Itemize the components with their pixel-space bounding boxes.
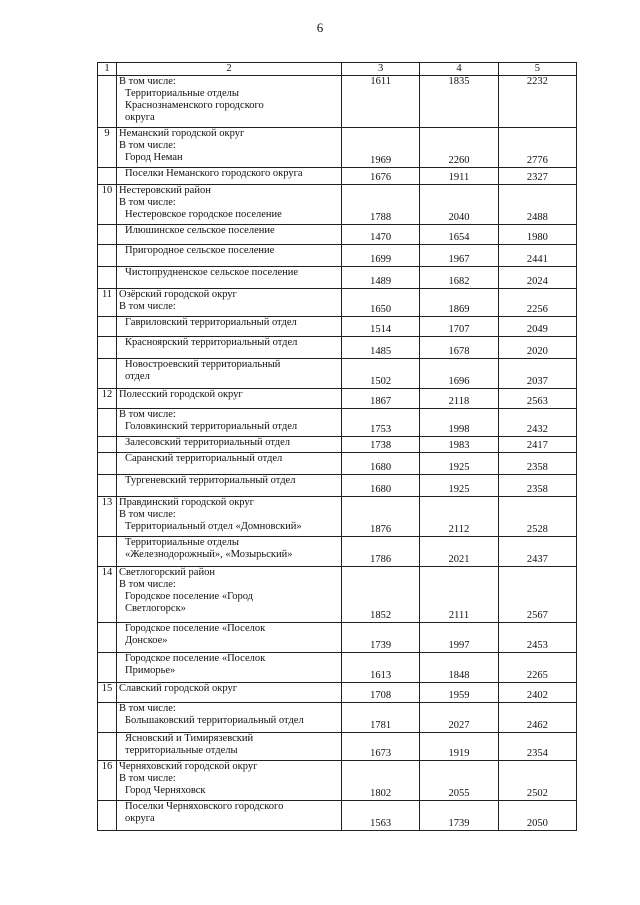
value-cell-v3: 1852 (342, 567, 420, 623)
value-cell-v3: 1739 (342, 623, 420, 653)
value-cell-v3: 1485 (342, 337, 420, 359)
territory-name-line: Головкинский территориальный отдел (125, 421, 298, 432)
value-cell-v5: 2417 (498, 437, 576, 453)
territory-name-line: Озёрский городской округ (119, 289, 237, 300)
value-cell-v3: 1676 (342, 168, 420, 185)
value-cell-v3: 1699 (342, 245, 420, 267)
territory-name-line: Город Черняховск (125, 785, 206, 796)
territory-name-line: Ясновский и Тимирязевский (125, 733, 254, 744)
territory-name-cell (117, 168, 342, 185)
value-cell-v3: 1738 (342, 437, 420, 453)
territory-name-line: Донское» (125, 635, 168, 646)
row-number-cell (98, 245, 117, 267)
table-row (98, 703, 577, 733)
territory-name-cell (117, 475, 342, 497)
value-cell-v3: 1502 (342, 359, 420, 389)
table-row (98, 76, 577, 128)
territory-name-line: Неманский городской округ (119, 128, 245, 139)
territory-name-line: В том числе: (119, 509, 176, 520)
value-cell-v5: 2049 (498, 317, 576, 337)
value-cell-v3: 1563 (342, 801, 420, 831)
territory-name-cell (117, 497, 342, 537)
header-cell: 2 (117, 63, 342, 76)
value-cell-v4: 1983 (420, 437, 498, 453)
value-cell-v4: 1919 (420, 733, 498, 761)
territory-name-line: Город Неман (125, 152, 183, 163)
value-cell-v4: 2055 (420, 761, 498, 801)
value-cell-v4: 2112 (420, 497, 498, 537)
territory-name-cell (117, 289, 342, 317)
header-cell: 1 (98, 63, 117, 76)
table-row (98, 185, 577, 225)
territory-name-line: Чистопрудненское сельское поселение (125, 267, 299, 278)
row-number-cell (98, 801, 117, 831)
value-cell-v5: 2441 (498, 245, 576, 267)
table-row (98, 537, 577, 567)
territory-name-cell (117, 76, 342, 128)
value-cell-v4: 2027 (420, 703, 498, 733)
territory-name-cell (117, 623, 342, 653)
territory-name-cell (117, 317, 342, 337)
row-number-cell (98, 337, 117, 359)
territory-name-line: Краснознаменского городского (125, 100, 264, 111)
table-row (98, 128, 577, 168)
territory-name-line: Территориальные отделы (125, 88, 239, 99)
territory-name-line: Полесский городской округ (119, 389, 243, 400)
value-cell-v3: 1781 (342, 703, 420, 733)
value-cell-v4: 1967 (420, 245, 498, 267)
row-number-cell (98, 267, 117, 289)
value-cell-v4: 1911 (420, 168, 498, 185)
value-cell-v5: 2402 (498, 683, 576, 703)
value-cell-v4: 2118 (420, 389, 498, 409)
territory-name-line: Большаковский территориальный отдел (125, 715, 304, 726)
territory-name-cell (117, 185, 342, 225)
territory-name-line: В том числе: (119, 197, 176, 208)
territory-name-line: Городское поселение «Поселок (125, 623, 266, 634)
value-cell-v4: 1925 (420, 453, 498, 475)
territory-name-line: Территориальный отдел «Домновский» (125, 521, 302, 532)
row-number-cell (98, 623, 117, 653)
row-number-cell (98, 76, 117, 128)
row-number-cell: 15 (98, 683, 117, 703)
header-cell: 3 (342, 63, 420, 76)
value-cell-v4: 1848 (420, 653, 498, 683)
territory-name-cell (117, 337, 342, 359)
row-number-cell (98, 437, 117, 453)
value-cell-v3: 1786 (342, 537, 420, 567)
territory-name-cell (117, 245, 342, 267)
territory-name-cell (117, 389, 342, 409)
territory-name-cell (117, 733, 342, 761)
territory-name-line: Славский городской округ (119, 683, 238, 694)
row-number-cell (98, 225, 117, 245)
row-number-cell: 12 (98, 389, 117, 409)
row-number-cell: 13 (98, 497, 117, 537)
value-cell-v5: 2502 (498, 761, 576, 801)
territory-name-line: Гавриловский территориальный отдел (125, 317, 297, 328)
table-row (98, 337, 577, 359)
value-cell-v3: 1613 (342, 653, 420, 683)
table-row (98, 289, 577, 317)
value-cell-v3: 1969 (342, 128, 420, 168)
value-cell-v3: 1470 (342, 225, 420, 245)
territory-name-line: Пригородное сельское поселение (125, 245, 275, 256)
territory-name-line: Новостроевский территориальный (125, 359, 281, 370)
territory-name-line: В том числе: (119, 76, 176, 87)
territory-name-line: Поселки Черняховского городского (125, 801, 284, 812)
table-row (98, 359, 577, 389)
value-cell-v3: 1708 (342, 683, 420, 703)
territory-name-line: Городское поселение «Поселок (125, 653, 266, 664)
value-cell-v3: 1611 (342, 76, 420, 128)
value-cell-v4: 1707 (420, 317, 498, 337)
territory-name-cell (117, 437, 342, 453)
table-row (98, 225, 577, 245)
territory-name-cell (117, 128, 342, 168)
territory-name-cell (117, 683, 342, 703)
value-cell-v5: 2567 (498, 567, 576, 623)
row-number-cell (98, 317, 117, 337)
territory-name-line: Светлогорский район (119, 567, 215, 578)
value-cell-v3: 1753 (342, 409, 420, 437)
value-cell-v3: 1514 (342, 317, 420, 337)
territory-name-line: В том числе: (119, 703, 176, 714)
value-cell-v4: 1739 (420, 801, 498, 831)
value-cell-v5: 2024 (498, 267, 576, 289)
territory-name-line: В том числе: (119, 409, 176, 420)
territory-name-line: округа (125, 813, 155, 824)
territory-name-line: Приморье» (125, 665, 176, 676)
table-row (98, 168, 577, 185)
value-cell-v4: 2021 (420, 537, 498, 567)
table-row (98, 475, 577, 497)
table-row (98, 267, 577, 289)
territory-name-cell (117, 409, 342, 437)
territory-name-line: В том числе: (119, 140, 176, 151)
territory-name-line: «Железнодорожный», «Мозырьский» (125, 549, 293, 560)
row-number-cell (98, 733, 117, 761)
table-row (98, 245, 577, 267)
table-row (98, 653, 577, 683)
value-cell-v4: 1869 (420, 289, 498, 317)
value-cell-v5: 2037 (498, 359, 576, 389)
value-cell-v3: 1489 (342, 267, 420, 289)
territory-name-line: округа (125, 112, 155, 123)
territory-name-line: Нестеровский район (119, 185, 211, 196)
value-cell-v3: 1876 (342, 497, 420, 537)
table-row (98, 683, 577, 703)
territory-name-cell (117, 225, 342, 245)
territory-name-line: территориальные отделы (125, 745, 238, 756)
table-row (98, 567, 577, 623)
table-row (98, 733, 577, 761)
row-number-cell (98, 703, 117, 733)
territory-name-line: Территориальные отделы (125, 537, 239, 548)
table-row (98, 409, 577, 437)
table-row (98, 389, 577, 409)
value-cell-v5: 2432 (498, 409, 576, 437)
territory-name-cell (117, 801, 342, 831)
row-number-cell (98, 168, 117, 185)
header-cell: 5 (498, 63, 576, 76)
territory-name-line: Правдинский городской округ (119, 497, 254, 508)
value-cell-v5: 2265 (498, 653, 576, 683)
table-row (98, 761, 577, 801)
value-cell-v3: 1650 (342, 289, 420, 317)
value-cell-v5: 2528 (498, 497, 576, 537)
value-cell-v5: 2488 (498, 185, 576, 225)
page-number: 6 (316, 20, 324, 35)
value-cell-v5: 2358 (498, 453, 576, 475)
value-cell-v4: 1696 (420, 359, 498, 389)
table-row (98, 623, 577, 653)
row-number-cell: 11 (98, 289, 117, 317)
territory-name-line: Тургеневский территориальный отдел (125, 475, 296, 486)
value-cell-v3: 1802 (342, 761, 420, 801)
value-cell-v5: 2462 (498, 703, 576, 733)
value-cell-v5: 2327 (498, 168, 576, 185)
table-row (98, 453, 577, 475)
row-number-cell: 10 (98, 185, 117, 225)
row-number-cell: 9 (98, 128, 117, 168)
territory-name-line: Илюшинское сельское поселение (125, 225, 275, 236)
value-cell-v3: 1680 (342, 475, 420, 497)
territory-name-cell (117, 359, 342, 389)
territory-name-cell (117, 567, 342, 623)
territory-name-line: Нестеровское городское поселение (125, 209, 282, 220)
value-cell-v4: 2040 (420, 185, 498, 225)
territory-name-line: В том числе: (119, 301, 176, 312)
value-cell-v5: 1980 (498, 225, 576, 245)
territory-name-line: Светлогорск» (125, 603, 186, 614)
value-cell-v5: 2437 (498, 537, 576, 567)
header-cell: 4 (420, 63, 498, 76)
row-number-cell (98, 359, 117, 389)
territory-name-line: отдел (125, 371, 150, 382)
row-number-cell: 14 (98, 567, 117, 623)
data-table (97, 62, 577, 831)
value-cell-v4: 2111 (420, 567, 498, 623)
table-row (98, 437, 577, 453)
territory-name-line: Саранский территориальный отдел (125, 453, 283, 464)
row-number-cell (98, 453, 117, 475)
table-row (98, 317, 577, 337)
row-number-cell (98, 475, 117, 497)
value-cell-v4: 1682 (420, 267, 498, 289)
territory-name-line: Красноярский территориальный отдел (125, 337, 298, 348)
value-cell-v4: 2260 (420, 128, 498, 168)
table-header-row (98, 63, 577, 76)
territory-name-line: Залесовский территориальный отдел (125, 437, 291, 448)
value-cell-v4: 1925 (420, 475, 498, 497)
territory-name-cell (117, 267, 342, 289)
territory-name-line: В том числе: (119, 579, 176, 590)
value-cell-v4: 1678 (420, 337, 498, 359)
territory-name-line: Поселки Неманского городского округа (125, 168, 303, 179)
territory-name-cell (117, 537, 342, 567)
value-cell-v4: 1959 (420, 683, 498, 703)
value-cell-v5: 2256 (498, 289, 576, 317)
row-number-cell (98, 409, 117, 437)
territory-name-cell (117, 761, 342, 801)
territory-name-cell (117, 453, 342, 475)
table-row (98, 801, 577, 831)
row-number-cell: 16 (98, 761, 117, 801)
value-cell-v3: 1673 (342, 733, 420, 761)
territory-name-line: Черняховский городской округ (119, 761, 258, 772)
value-cell-v5: 2354 (498, 733, 576, 761)
value-cell-v3: 1680 (342, 453, 420, 475)
territory-name-cell (117, 703, 342, 733)
value-cell-v4: 1654 (420, 225, 498, 245)
value-cell-v4: 1998 (420, 409, 498, 437)
table-row (98, 497, 577, 537)
value-cell-v5: 2358 (498, 475, 576, 497)
territory-name-line: В том числе: (119, 773, 176, 784)
value-cell-v5: 2563 (498, 389, 576, 409)
value-cell-v4: 1997 (420, 623, 498, 653)
value-cell-v3: 1788 (342, 185, 420, 225)
territory-name-line: Городское поселение «Город (125, 591, 254, 602)
value-cell-v5: 2453 (498, 623, 576, 653)
value-cell-v5: 2050 (498, 801, 576, 831)
territory-name-cell (117, 653, 342, 683)
value-cell-v5: 2020 (498, 337, 576, 359)
value-cell-v5: 2776 (498, 128, 576, 168)
value-cell-v5: 2232 (498, 76, 576, 128)
row-number-cell (98, 653, 117, 683)
row-number-cell (98, 537, 117, 567)
value-cell-v3: 1867 (342, 389, 420, 409)
value-cell-v4: 1835 (420, 76, 498, 128)
